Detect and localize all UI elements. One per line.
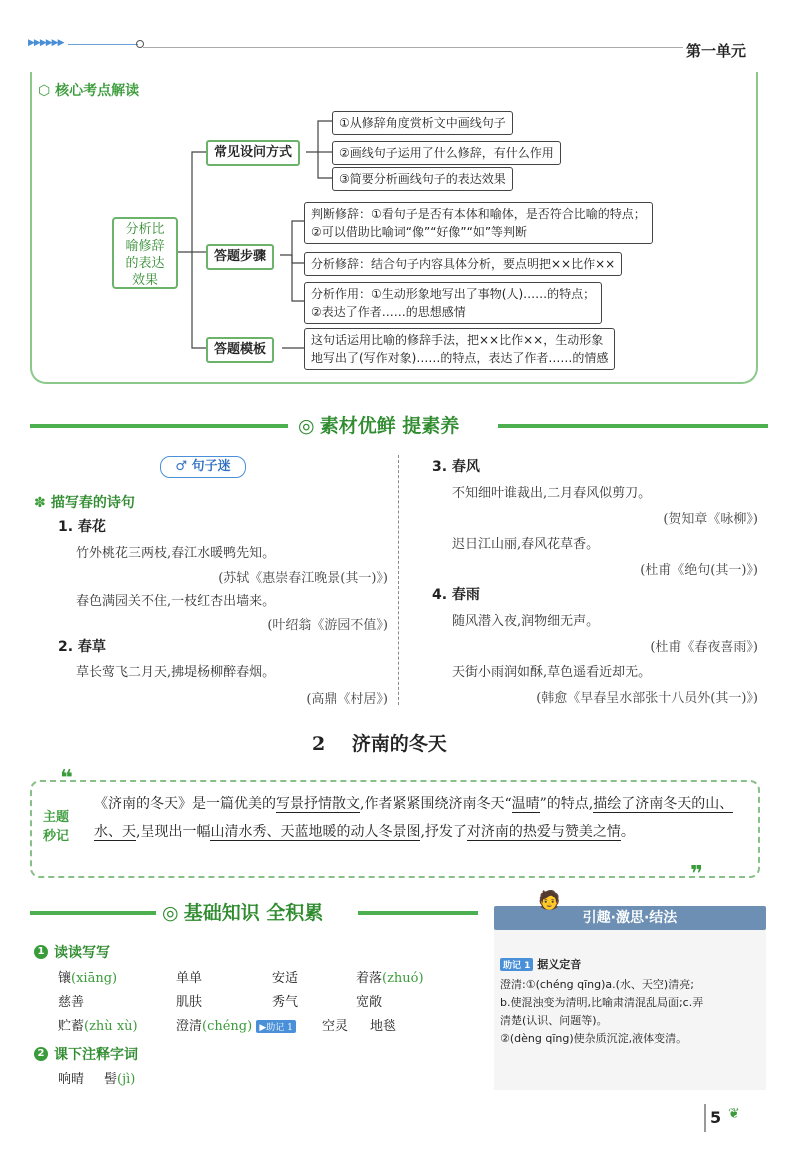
banner-rule-left bbox=[30, 911, 156, 915]
banner-rule-right bbox=[498, 424, 768, 428]
step-analyze: 分析修辞：结合句子内容具体分析，要点明把××比作×× bbox=[304, 252, 622, 276]
section-title: 课下注释字词 bbox=[54, 1047, 138, 1063]
word bbox=[104, 1068, 135, 1087]
question-type-item: ②画线句子运用了什么修辞，有什么作用 bbox=[332, 141, 561, 165]
material-banner-text: 素材优鲜 提素养 bbox=[319, 415, 460, 437]
word-hanzi: 髻 bbox=[104, 1072, 118, 1087]
word: 空灵 bbox=[322, 1019, 349, 1034]
word: 响晴 bbox=[58, 1072, 85, 1087]
section-title: 读读写写 bbox=[54, 945, 110, 961]
theme-text-segment: ”的特点, bbox=[539, 796, 594, 812]
lesson-title-text: 济南的冬天 bbox=[351, 733, 447, 755]
word: 安适 bbox=[272, 971, 299, 986]
branch-question-types: 常见设问方式 bbox=[206, 140, 300, 166]
word bbox=[58, 1015, 138, 1034]
core-title-text: 核心考点解读 bbox=[55, 83, 140, 99]
number-2-icon: 2 bbox=[34, 1047, 48, 1061]
poem-line: 随风潜入夜,润物细无声。 bbox=[452, 614, 600, 629]
basics-banner-text: 基础知识 全积累 bbox=[183, 902, 324, 924]
word-hanzi: 镶 bbox=[58, 971, 72, 986]
branch-template: 答题模板 bbox=[206, 337, 274, 363]
poem-citation: (杜甫《绝句(其一)》) bbox=[640, 563, 758, 578]
tips-panel-header: 引趣·激思·结法 bbox=[494, 906, 766, 930]
theme-label-line: 秒记 bbox=[42, 829, 69, 844]
open-quote-icon: ❝ bbox=[60, 766, 73, 791]
poem-citation: (韩愈《早春呈水部张十八员外(其一)》) bbox=[536, 691, 758, 706]
cube-icon: ⬡ bbox=[38, 83, 51, 99]
word: 单单 bbox=[176, 971, 203, 986]
theme-label-line: 主题 bbox=[42, 810, 69, 825]
theme-text-segment: ,抒发了 bbox=[420, 824, 467, 840]
word-pinyin: (zhuó) bbox=[382, 971, 424, 986]
swirl-icon: ◎ bbox=[162, 902, 179, 924]
lesson-title bbox=[312, 729, 447, 756]
tag-text: 句子迷 bbox=[191, 459, 231, 474]
unit-title: 第一单元 bbox=[686, 42, 747, 60]
swirl-icon: ◎ bbox=[298, 415, 315, 437]
lesson-number: 2 bbox=[312, 733, 326, 755]
column-divider bbox=[398, 455, 399, 705]
theme-keyphrase: 对济南的热爱与赞美之情 bbox=[466, 824, 621, 840]
poems-subhead bbox=[34, 492, 135, 512]
banner-rule-left bbox=[30, 424, 288, 428]
word-pinyin: (chéng) bbox=[202, 1019, 253, 1034]
poem-citation: (叶绍翁《游园不值》) bbox=[267, 618, 388, 633]
poem-title: 2. 春草 bbox=[58, 639, 106, 655]
page-number: 5 bbox=[710, 1108, 722, 1127]
word: 慈善 bbox=[58, 995, 85, 1010]
mnemonic-badge[interactable]: ▶助记 1 bbox=[256, 1020, 296, 1033]
tips-line: ②(dèng qīng)使杂质沉淀,液体变清。 bbox=[500, 1032, 688, 1045]
word bbox=[176, 1015, 296, 1034]
tips-line: 清楚(认识、问题等)。 bbox=[500, 1014, 608, 1027]
person-icon: 🧑 bbox=[538, 890, 561, 911]
poem-citation: (苏轼《惠崇春江晚景(其一)》) bbox=[218, 571, 388, 586]
poem-line: 不知细叶谁裁出,二月春风似剪刀。 bbox=[452, 486, 652, 501]
leaf-icon: ❦ bbox=[728, 1106, 740, 1122]
branch-steps: 答题步骤 bbox=[206, 244, 274, 270]
theme-keyphrase: 写景抒情散文 bbox=[276, 796, 360, 812]
tag-icon: ♂ bbox=[175, 459, 192, 474]
theme-keyphrase: 温晴 bbox=[511, 796, 540, 812]
poem-citation: (杜甫《春夜喜雨》) bbox=[650, 640, 758, 655]
poem-title: 1. 春花 bbox=[58, 519, 106, 535]
word-hanzi: 贮蓄 bbox=[58, 1019, 85, 1034]
word-pinyin: (zhù xù) bbox=[84, 1019, 138, 1034]
theme-text-segment: ,作者紧紧围绕济南冬天“ bbox=[360, 796, 512, 812]
poem-title: 4. 春雨 bbox=[432, 587, 480, 603]
root-line: 效果 bbox=[131, 273, 158, 288]
question-type-item: ①从修辞角度赏析文中画线句子 bbox=[332, 111, 513, 135]
poem-citation: (高鼎《村居》) bbox=[306, 692, 388, 707]
leaf-icon: ✽ bbox=[34, 495, 46, 511]
subhead-text: 描写春的诗句 bbox=[50, 495, 135, 511]
step-judge bbox=[304, 202, 653, 244]
poem-title: 3. 春风 bbox=[432, 459, 480, 475]
poem-citation: (贺知章《咏柳》) bbox=[663, 512, 758, 527]
tips-heading-text: 据义定音 bbox=[537, 958, 582, 971]
word-pinyin: (xiāng) bbox=[71, 971, 118, 986]
root-line: 喻修辞 bbox=[125, 239, 165, 254]
tips-heading bbox=[500, 956, 581, 972]
section-read-write bbox=[34, 942, 110, 962]
word: 宽敞 bbox=[356, 995, 383, 1010]
template-line: 地写出了(写作对象)……的特点，表达了作者……的情感 bbox=[311, 351, 609, 365]
tips-line: 澄清:①(chéng qīng)a.(水、天空)清亮; bbox=[500, 978, 694, 991]
theme-text-segment: 。 bbox=[620, 824, 635, 840]
poem-line: 草长莺飞二月天,拂堤杨柳醉春烟。 bbox=[76, 665, 276, 680]
root-line: 分析比 bbox=[125, 222, 165, 237]
step-line: 判断修辞：①看句子是否有本体和喻体，是否符合比喻的特点； bbox=[311, 207, 646, 221]
poem-line: 春色满园关不住,一枝红杏出墙来。 bbox=[76, 594, 276, 609]
theme-keyphrase: 描绘了济南冬天的山、水、天 bbox=[94, 796, 734, 840]
step-line: ②可以借助比喻词“像”“好像”“如”等判断 bbox=[311, 225, 528, 239]
mindmap-root bbox=[112, 217, 178, 289]
poem-line: 天街小雨润如酥,草色遥看近却无。 bbox=[452, 665, 652, 680]
number-1-icon: 1 bbox=[34, 945, 48, 959]
tag-sentence-fan bbox=[160, 456, 246, 478]
word-hanzi: 澄清 bbox=[176, 1019, 203, 1034]
root-line: 的表达 bbox=[125, 256, 165, 271]
word-hanzi: 着落 bbox=[356, 971, 383, 986]
tips-body bbox=[500, 976, 762, 1048]
word bbox=[58, 967, 117, 986]
tips-line: b.使混浊变为清明,比喻肃清混乱局面;c.弄 bbox=[500, 996, 704, 1009]
header-arrows: ▶▶▶▶▶▶ bbox=[28, 38, 64, 48]
word: 地毯 bbox=[370, 1019, 397, 1034]
section-notes bbox=[34, 1044, 138, 1064]
banner-rule-right bbox=[358, 911, 478, 915]
poem-line: 迟日江山丽,春风花草香。 bbox=[452, 537, 600, 552]
word bbox=[356, 967, 424, 986]
theme-text-segment: ,呈现出一幅 bbox=[136, 824, 211, 840]
close-quote-icon: ❞ bbox=[690, 862, 703, 887]
template-box bbox=[304, 328, 615, 370]
step-line: ②表达了作者……的思想感情 bbox=[311, 305, 466, 319]
step-effect bbox=[304, 282, 602, 324]
word-pinyin: (jì) bbox=[117, 1072, 136, 1087]
template-line: 这句话运用比喻的修辞手法，把××比作××，生动形象 bbox=[311, 333, 604, 347]
word: 肌肤 bbox=[176, 995, 203, 1010]
poem-line: 竹外桃花三两枝,春江水暖鸭先知。 bbox=[76, 546, 276, 561]
theme-keyphrase: 山清水秀、天蓝地暖的动人冬景图 bbox=[210, 824, 421, 840]
step-line: 分析作用：①生动形象地写出了事物(人)……的特点； bbox=[311, 287, 596, 301]
theme-text-segment: 《济南的冬天》是一篇优美的 bbox=[94, 796, 276, 812]
material-banner bbox=[298, 411, 459, 438]
basics-banner bbox=[162, 898, 323, 925]
word: 秀气 bbox=[272, 995, 299, 1010]
question-type-item: ③简要分析画线句子的表达效果 bbox=[332, 167, 513, 191]
theme-text bbox=[94, 790, 752, 846]
tips-badge: 助记 1 bbox=[500, 958, 533, 971]
theme-label bbox=[36, 808, 76, 846]
